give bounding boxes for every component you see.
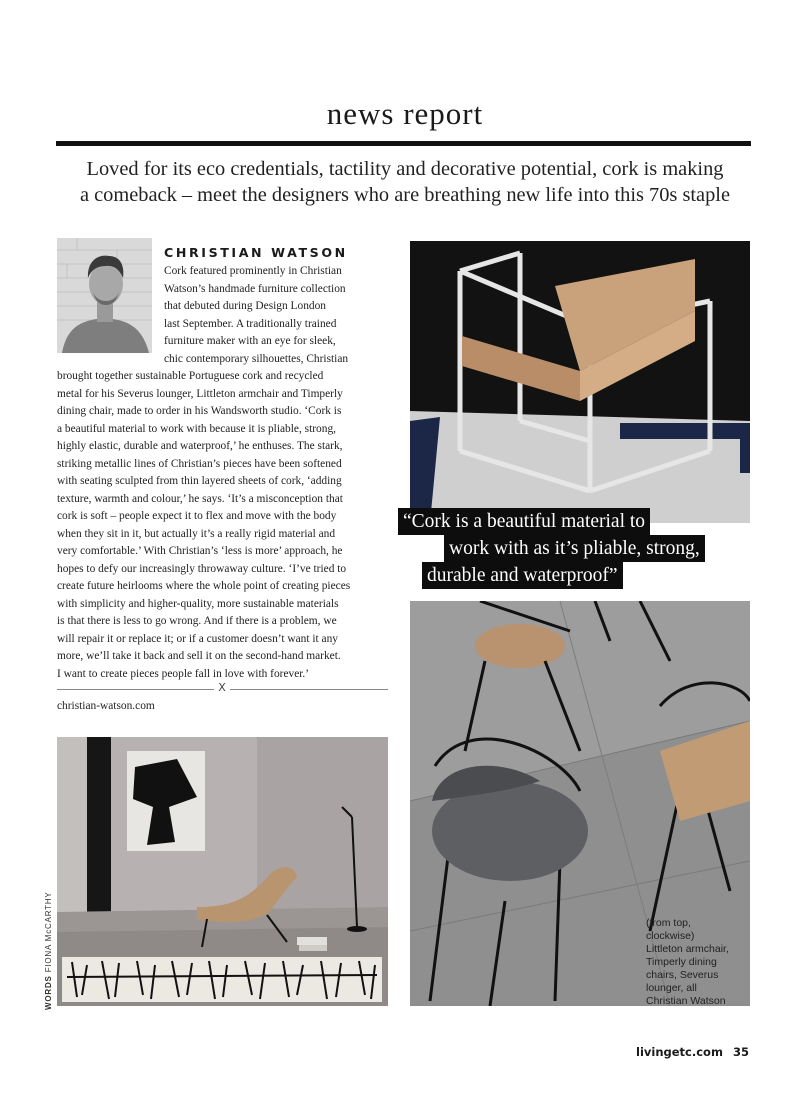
pull-quote-line: durable and waterproof” [422,562,623,589]
article-line: when they sit in it, but actually it’s a really rigid material and [57,527,336,540]
article-line: is that there is less to go wrong. And if there is a problem, we [57,615,337,627]
article-line: more, we’ll take it back and sell it on the second-hand market. [57,650,341,662]
article-line: furniture maker with an eye for sleek, [164,335,336,347]
article-line: texture, warmth and colour,’ he says. ‘It’s a misconception that [57,492,343,505]
byline: CHRISTIAN WATSON [164,245,348,260]
caption-line: clockwise) [646,930,695,942]
article-line: very comfortable.’ With Christian’s ‘less is more’ approach, he [57,545,343,557]
article-line: hopes to defy our increasingly throwaway culture. ‘I’ve tried to [57,562,347,575]
photo-caption [646,917,746,1008]
article-line: brought together sustainable Portuguese cork and recycled [57,370,324,382]
article-line: with seating sculpted from thin layered sheets of cork, ‘adding [57,475,342,487]
credit-name: FIONA McCARTHY [44,891,53,973]
article-line: dining chair, made to order in his Wandsworth studio. ‘Cork is [57,405,342,417]
caption-line: (from top, [646,917,691,929]
article-line: I want to create pieces people fall in love with forever.’ [57,667,310,680]
caption-line: lounger, all [646,982,697,994]
article-line: last September. A traditionally trained [164,317,337,330]
article-line: metal for his Severus lounger, Littleton armchair and Timperly [57,387,343,400]
caption-line: Christian Watson [646,995,726,1007]
designer-website-link[interactable]: christian-watson.com [57,700,155,712]
caption-line: Littleton armchair, [646,943,729,955]
section-title: news report [326,96,484,131]
article-line: chic contemporary silhouettes, Christian [164,352,349,365]
words-credit [44,891,53,1010]
pull-quote-line: work with as it’s pliable, strong, [444,535,705,562]
article-line: Cork featured prominently in Christian [164,265,342,277]
page-number: 35 [732,1045,749,1059]
article-line: create future heirlooms where the whole point of creating pieces [57,580,351,592]
pull-quote-line: “Cork is a beautiful material to [398,508,650,535]
caption-line: chairs, Severus [646,969,719,981]
article-line: striking metallic lines of Christian’s pieces have been softened [57,457,342,470]
title-rule [56,141,751,146]
lounger-photo [57,737,388,1006]
article-line: with simplicity and higher-quality, more sustainable materials [57,597,339,610]
standfirst-line: Loved for its eco credentials, tactility and decorative potential, cork is making [86,158,724,180]
article-line: highly elastic, durable and waterproof,’ he enthuses. The stark, [57,440,343,452]
caption-line: Timperly dining [646,956,717,968]
credit-label: WORDS [44,975,53,1010]
article-line: that debuted during Design London [164,300,326,312]
article-line: will repair it or replace it; or if a customer doesn’t want it any [57,632,338,645]
page-footer [636,1045,749,1059]
standfirst-line: a comeback – meet the designers who are breathing new life into this 70s staple [79,184,731,206]
article-line: a beautiful material to work with because it is pliable, strong, [57,422,336,435]
designer-portrait [57,238,152,353]
article-line: cork is soft – people expect it to flex and move with the body [57,510,337,522]
footer-site[interactable]: livingetc.com [636,1045,723,1059]
end-mark: X [214,681,230,695]
armchair-photo [410,241,750,523]
article-line: Watson’s handmade furniture collection [164,282,346,295]
standfirst [50,156,760,208]
